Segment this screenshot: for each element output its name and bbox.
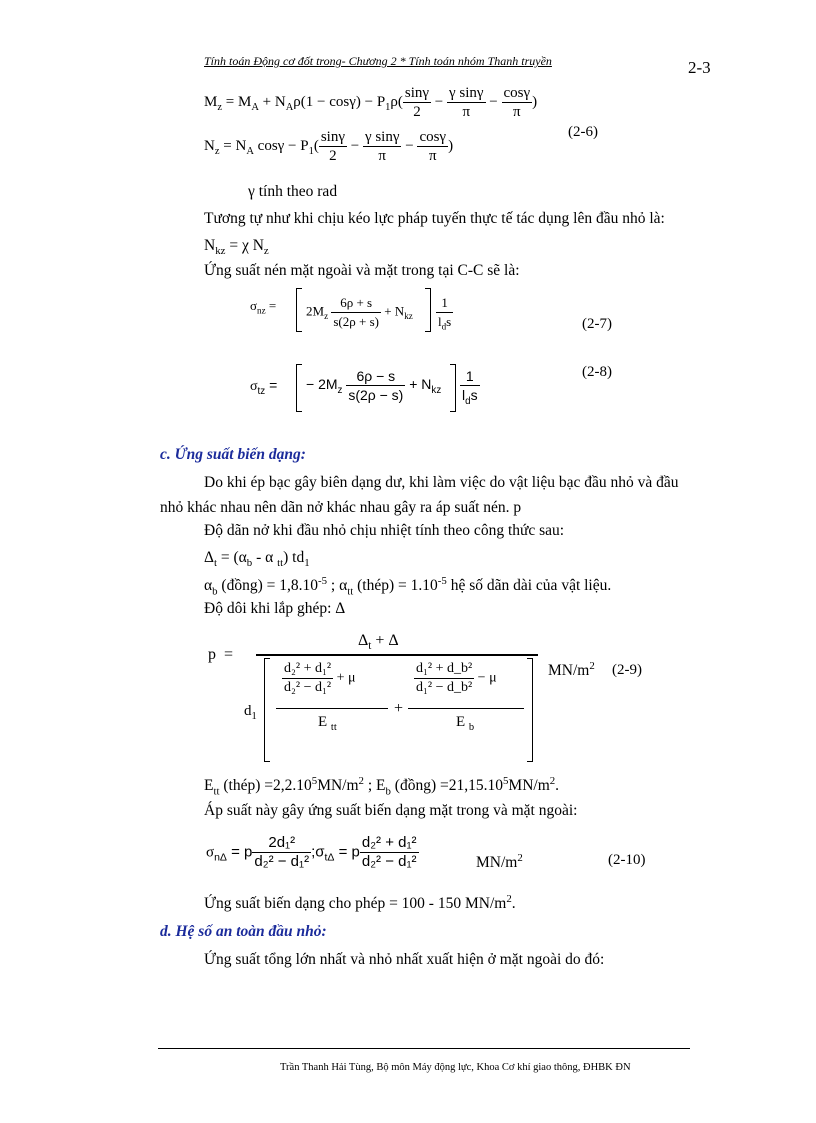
fraction: $\frac{1}{l_ds}$: [436, 294, 453, 336]
fraction: $\frac{\cos\gamma}{\pi}$: [419, 129, 447, 164]
equation-p-right-inner: $\frac{\text{d₁² + d\_b²}}{\text{d₁² − d\_b²}}$ − μ: [416, 661, 497, 695]
equation-sigma-nz-body: $2M_z$ $\frac{6\rho + s}{s(2\rho + s)}$ + $N_{kz}$: [306, 295, 413, 329]
equation-p-numerator: $\Delta_t + \Delta$: [358, 632, 399, 653]
fraction: $\frac{\text{d₁² + d\_b²}}{\text{d₁² − d\_b²}}$: [416, 661, 473, 695]
fraction: $\frac{6\rho + s}{s(2\rho + s)}$: [333, 295, 379, 329]
paragraph-line: nhỏ khác nhau nên dãn nở khác nhau gây ra áp suất nén. p: [160, 499, 522, 516]
fraction: $\frac{6\rho - s}{s(2\rho - s)}$: [348, 368, 404, 403]
text-gamma-rad: γ tính theo rad: [248, 183, 338, 200]
equation-mz: $M_z = M_A + N_A\rho(1 - \cos\gamma) - P_1\rho$( $\frac{\sin\gamma}{2}$ − $\frac{\text{γ sinγ}}{\pi}$ − $\frac{\cos\gamma}{\pi}$ ): [204, 85, 538, 120]
text-nkz: $N_{kz} = \chi$ $N_z$: [204, 237, 269, 258]
section-heading-c: c. Ứng suất biến dạng:: [160, 446, 306, 463]
bracket-right: [425, 288, 431, 332]
text-alpha-values: $\alpha_b$ (đồng) = $1,8.10^{-5}$ ; $\alpha_{tt}$ (thép) = $1.10^{-5}$ hệ số dãn dài của vật liệu.: [204, 575, 612, 598]
equation-p-left-inner: $\frac{\text{d₂² + d₁²}}{\text{d₂² − d₁²}}$ + μ: [284, 661, 356, 695]
equation-sigma-tz-body: − $2M_z$ $\frac{6\rho - s}{s(2\rho - s)}$ + $N_{kz}$: [306, 368, 442, 403]
equation-p-right-den: E $_b$: [456, 714, 475, 733]
equation-p-d1: $d_1$: [244, 703, 257, 722]
paragraph-line: Do khi ép bạc gây biên dạng dư, khi làm việc do vật liệu bạc đầu nhỏ và đầu: [204, 474, 679, 491]
fraction: $\frac{\sin\gamma}{2}$: [404, 85, 430, 120]
equation-p-lhs: p =: [208, 646, 234, 663]
equation-sigma-tz: $\sigma_{tz}$ =: [250, 377, 278, 397]
equation-number-2-9: (2-9): [612, 662, 642, 678]
bracket-right: [450, 364, 456, 412]
paragraph-line: Áp suất này gây ứng suất biến dạng mặt trong và mặt ngoài:: [204, 802, 578, 819]
text-modulus: $E_{tt}$ (thép) $=2,2.10^5MN/m^2$ ; $E_b$ (đồng) $=21,15.10^5MN/m^2$.: [204, 775, 560, 798]
equation-sigma-nz-rhs: [436, 294, 453, 336]
equation-number-2-6: (2-6): [568, 124, 598, 140]
fraction: $\frac{\text{γ sinγ}}{\pi}$: [364, 129, 400, 164]
bracket-right: [527, 658, 533, 762]
formula-delta-t: $\Delta_t = (\alpha_b - \alpha$ $_{tt}$) $td_1$: [204, 549, 310, 570]
bracket-left: [296, 364, 302, 412]
fraction: $\frac{1}{l_ds}$: [460, 367, 480, 411]
fraction: $\frac{\sin\gamma}{2}$: [320, 129, 345, 164]
fraction: $\frac{\text{d₂² + d₁²}}{\text{d₂² − d₁²}}$: [361, 834, 417, 870]
equation-sigma-nz: $\sigma_{nz}$ =: [250, 298, 277, 316]
fraction: $\frac{\text{d₂² + d₁²}}{\text{d₂² − d₁²}}$: [284, 661, 332, 695]
text-cho-phep: Ứng suất biến dạng cho phép = 100 - 150 $MN/m^2$.: [204, 893, 516, 913]
fraction: $\frac{\text{γ sinγ}}{\pi}$: [449, 85, 484, 120]
equation-nz: $N_z = N_A$ $\cos\gamma - P_1$( $\frac{\sin\gamma}{2}$ − $\frac{\text{γ sinγ}}{\pi}$ − $\frac{\cos\gamma}{\pi}$ ): [204, 129, 454, 164]
equation-p-left-den: E $_{tt}$: [318, 714, 337, 733]
text-line: Tương tự như khi chịu kéo lực pháp tuyến thực tế tác dụng lên đầu nhỏ là:: [204, 210, 665, 227]
fraction: $\frac{\text{2d₁²}}{\text{d₂² − d₁²}}$: [254, 834, 310, 870]
equation-sigma-ndelta: $\sigma_{n\Delta} = p$ $\frac{\text{2d₁²}}{\text{d₂² − d₁²}}$ $;\sigma_{t\Delta} = p$ $\frac{\text{d₂² + d₁²}}{\text{d₂² − d₁²}}$: [206, 834, 417, 870]
equation-number-2-8: (2-8): [582, 364, 612, 380]
unit-mn-m2: $MN/m^2$: [476, 852, 523, 872]
fraction-bar: [408, 708, 524, 709]
equation-p-plus: +: [394, 700, 404, 717]
page-number: 2-3: [688, 58, 711, 77]
bracket-left: [296, 288, 302, 332]
unit-mn-m2: $MN/m^2$: [548, 660, 595, 680]
footer: Trần Thanh Hải Tùng, Bộ môn Máy động lực, Khoa Cơ khí giao thông, ĐHBK ĐN: [280, 1062, 631, 1073]
section-heading-d: d. Hệ số an toàn đầu nhỏ:: [160, 923, 327, 940]
paragraph-line: Ứng suất tổng lớn nhất và nhỏ nhất xuất hiện ở mặt ngoài do đó:: [204, 951, 605, 968]
text-do-doi: Độ dôi khi lắp ghép: Δ: [204, 600, 346, 617]
equation-number-2-10: (2-10): [608, 852, 646, 868]
bracket-left: [264, 658, 270, 762]
fraction: $\frac{\cos\gamma}{\pi}$: [503, 85, 531, 120]
paragraph-line: Độ dãn nở khi đầu nhỏ chịu nhiệt tính theo công thức sau:: [204, 522, 565, 539]
text-line: Ứng suất nén mặt ngoài và mặt trong tại C-C sẽ là:: [204, 262, 520, 279]
equation-sigma-tz-rhs: [460, 367, 480, 411]
fraction-bar: [256, 654, 538, 656]
running-header: Tính toán Động cơ đốt trong- Chương 2 * Tính toán nhóm Thanh truyền: [204, 54, 552, 68]
fraction-bar: [276, 708, 388, 709]
footer-rule: [158, 1048, 690, 1049]
equation-number-2-7: (2-7): [582, 316, 612, 332]
